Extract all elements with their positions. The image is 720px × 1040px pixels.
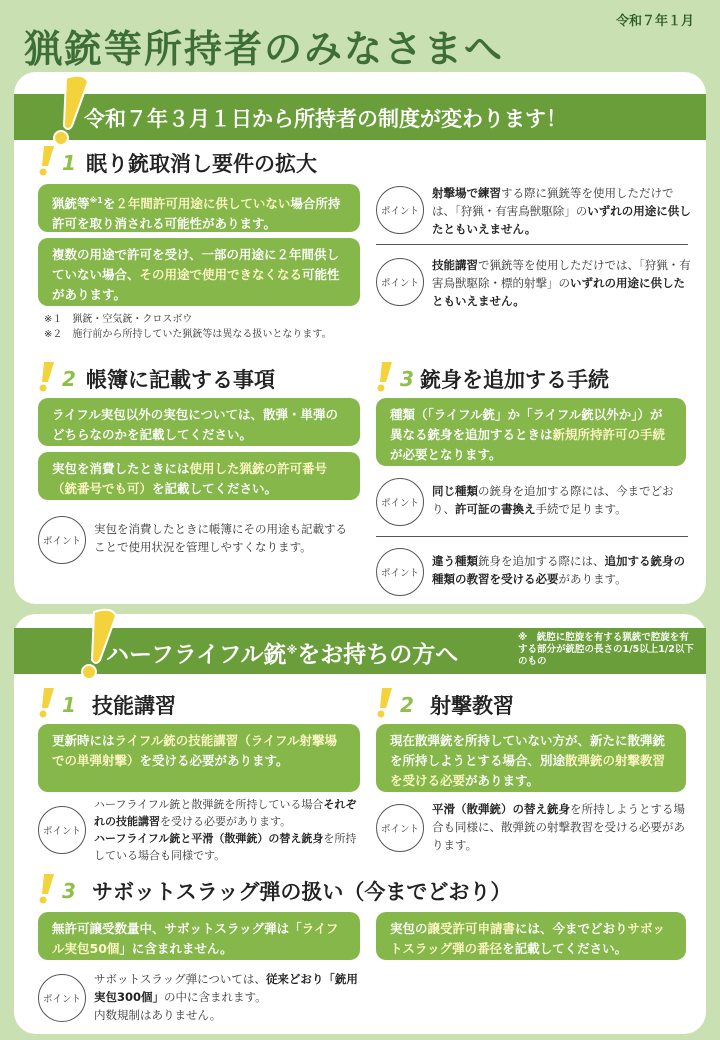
main-title: 猟銃等所持者のみなさまへ xyxy=(24,27,505,71)
point-text: 同じ種類の銃身を追加する際には、今までどおり、許可証の書換え手続で足ります。 xyxy=(432,484,674,516)
svg-text:2: 2 xyxy=(62,367,76,391)
point-text: 実包を消費したときに帳簿にその用途も記載することで使用状況を管理しやすくなります。 xyxy=(94,522,347,554)
section-panel-1 xyxy=(14,72,706,604)
svg-text:1: 1 xyxy=(62,693,76,717)
point-text: ハーフライフル銃と散弾銃を所持している場合それぞれの技能講習を受ける必要があります。 ハーフライフル銃と平滑（散弾銃）の替え銃身を所持している場合も同様です。 xyxy=(94,798,357,862)
info-box: 現在散弾銃を所持していない方が、新たに散弾銃を所持しようとする場合、別途散弾銃の射撃教習を受ける必要があります。 xyxy=(376,724,686,792)
sub-number-icon xyxy=(36,686,80,718)
point-badge: ポイント xyxy=(376,186,424,234)
divider xyxy=(376,536,688,537)
point-badge: ポイント xyxy=(376,548,424,596)
sub-number-icon xyxy=(36,360,80,392)
point-badge: ポイント xyxy=(376,804,424,852)
section-title: 射撃教習 xyxy=(430,694,514,718)
svg-text:3: 3 xyxy=(62,879,76,903)
info-box: 猟銃等$^{※1}$を２年間許可用途に供していない場合所持許可を取り消される可能性があります。 xyxy=(38,184,360,232)
section-banner-1 xyxy=(14,94,706,140)
issue-date: 令和７年１月 xyxy=(615,14,694,29)
banner-title: ハーフライフル銃※をお持ちの方へ xyxy=(106,642,459,668)
sub-number-icon xyxy=(36,144,80,176)
info-box: 種類（「ライフル銃」か「ライフル銃以外か」）が異なる銃身を追加するときは新規所持許可の手続が必要となります。 xyxy=(376,398,686,466)
svg-text:3: 3 xyxy=(400,367,414,391)
point-text: 射撃場で練習する際に猟銃等を使用しただけでは、「狩猟・有害鳥獣駆除」のいずれの用途に供したともいえません。 xyxy=(432,186,691,236)
divider xyxy=(376,244,688,245)
exclamation-icon xyxy=(44,74,94,148)
sub-number-icon xyxy=(374,686,418,718)
sub-number-icon xyxy=(36,872,80,904)
section-title: サボットスラッグ弾の扱い（今までどおり） xyxy=(92,880,512,904)
point-text: 違う種類銃身を追加する際には、追加する銃身の種類の教習を受ける必要があります。 xyxy=(432,554,685,586)
banner-title: 令和７年３月１日から所持者の制度が変わります！ xyxy=(84,107,567,131)
info-box: 実包の譲受許可申請書には、今までどおりサボットスラッグ弾の番径を記載してください。 xyxy=(376,912,686,960)
section-title: 銃身を追加する手続 xyxy=(420,368,609,392)
svg-text:2: 2 xyxy=(400,693,414,717)
svg-text:1: 1 xyxy=(62,151,76,175)
section-title: 眠り銃取消し要件の拡大 xyxy=(86,152,317,176)
point-badge: ポイント xyxy=(38,516,86,564)
point-badge: ポイント xyxy=(376,258,424,306)
banner-footnote: ※ 銃腔に腔旋を有する猟銃で腔旋を有する部分が銃腔の長さの1/5以上1/2以下のもの xyxy=(518,632,694,667)
info-box: 更新時にはライフル銃の技能講習（ライフル射撃場での単弾射撃）を受ける必要があります。 xyxy=(38,724,360,792)
section-panel-2 xyxy=(14,614,706,1034)
point-text: 平滑（散弾銃）の替え銃身を所持しようとする場合も同様に、散弾銃の射撃教習を受ける必要があります。 xyxy=(432,802,685,852)
exclamation-icon xyxy=(72,608,122,682)
info-box: 実包を消費したときには使用した猟銃の許可番号（銃番号でも可）を記載してください。 xyxy=(38,452,360,500)
point-badge: ポイント xyxy=(376,478,424,526)
section-title: 帳簿に記載する事項 xyxy=(86,368,275,392)
info-box: 無許可譲受数量中、サボットスラッグ弾は「ライフル実包50個」に含まれません。 xyxy=(38,912,360,960)
footnotes: ※１ 猟銃・空気銃・クロスボウ ※２ 施行前から所持していた猟銃等は異なる扱いとなります。 xyxy=(44,314,332,340)
point-badge: ポイント xyxy=(38,974,86,1022)
sub-number-icon xyxy=(374,360,418,392)
info-box: ライフル実包以外の実包については、散弾・単弾のどちらなのかを記載してください。 xyxy=(38,398,360,446)
info-box: 複数の用途で許可を受け、一部の用途に２年間供していない場合、その用途で使用できなくなる可能性があります。 xyxy=(38,238,360,306)
point-text: サボットスラッグ弾については、従来どおり「銃用実包300個」の中に含まれます。 内数規制はありません。 xyxy=(94,972,358,1022)
point-badge: ポイント xyxy=(38,806,86,854)
point-text: 技能講習で猟銃等を使用しただけでは、「狩猟・有害鳥獣駆除・標的射撃」のいずれの用途に供したともいえません。 xyxy=(432,258,691,308)
section-title: 技能講習 xyxy=(92,694,176,718)
